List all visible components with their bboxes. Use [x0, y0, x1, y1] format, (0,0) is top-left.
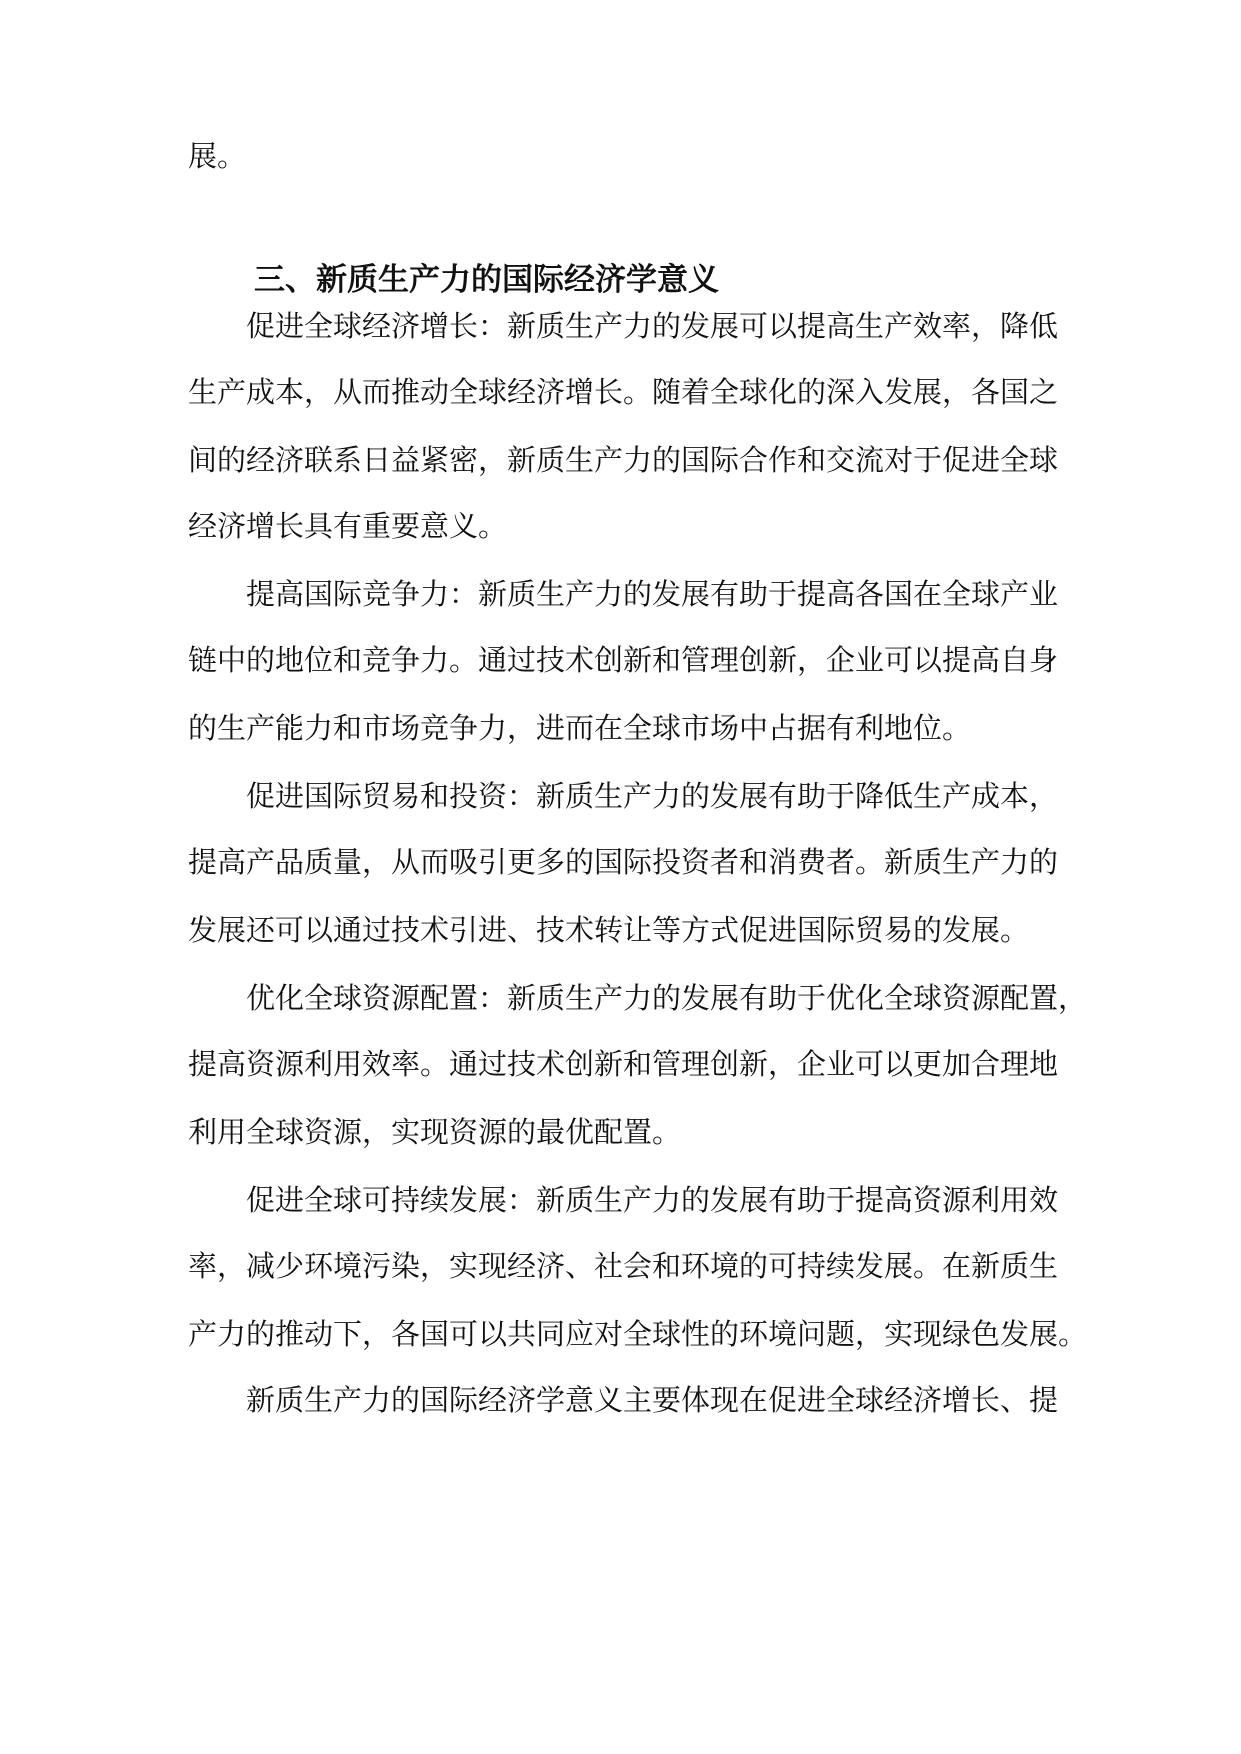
paragraph-line: 提高资源利用效率。通过技术创新和管理创新，企业可以更加合理地 — [188, 1047, 1059, 1081]
paragraph-line: 提高产品质量，从而吸引更多的国际投资者和消费者。新质生产力的 — [188, 845, 1059, 879]
continued-text-line: 展。 — [188, 139, 247, 173]
paragraph-line: 利用全球资源，实现资源的最优配置。 — [188, 1115, 682, 1149]
paragraph-line: 产力的推动下，各国可以共同应对全球性的环境问题，实现绿色发展。 — [188, 1317, 1088, 1351]
paragraph-line: 生产成本，从而推动全球经济增长。随着全球化的深入发展，各国之 — [188, 375, 1059, 409]
paragraph-line: 提高国际竞争力：新质生产力的发展有助于提高各国在全球产业 — [246, 577, 1059, 611]
paragraph-line: 的生产能力和市场竞争力，进而在全球市场中占据有利地位。 — [188, 711, 972, 745]
paragraph-line: 链中的地位和竞争力。通过技术创新和管理创新，企业可以提高自身 — [188, 643, 1059, 677]
paragraph-line: 发展还可以通过技术引进、技术转让等方式促进国际贸易的发展。 — [188, 913, 1030, 947]
paragraph-line: 新质生产力的国际经济学意义主要体现在促进全球经济增长、提 — [246, 1383, 1059, 1417]
paragraph-line: 促进全球经济增长：新质生产力的发展可以提高生产效率，降低 — [246, 309, 1059, 343]
paragraph-line: 促进全球可持续发展：新质生产力的发展有助于提高资源利用效 — [246, 1183, 1059, 1217]
paragraph-line: 率，减少环境污染，实现经济、社会和环境的可持续发展。在新质生 — [188, 1249, 1059, 1283]
paragraph-line: 优化全球资源配置：新质生产力的发展有助于优化全球资源配置， — [246, 981, 1088, 1015]
paragraph-line: 间的经济联系日益紧密，新质生产力的国际合作和交流对于促进全球 — [188, 443, 1059, 477]
paragraph-line: 促进国际贸易和投资：新质生产力的发展有助于降低生产成本， — [246, 779, 1059, 813]
section-heading: 三、新质生产力的国际经济学意义 — [254, 262, 719, 298]
paragraph-line: 经济增长具有重要意义。 — [188, 509, 508, 543]
